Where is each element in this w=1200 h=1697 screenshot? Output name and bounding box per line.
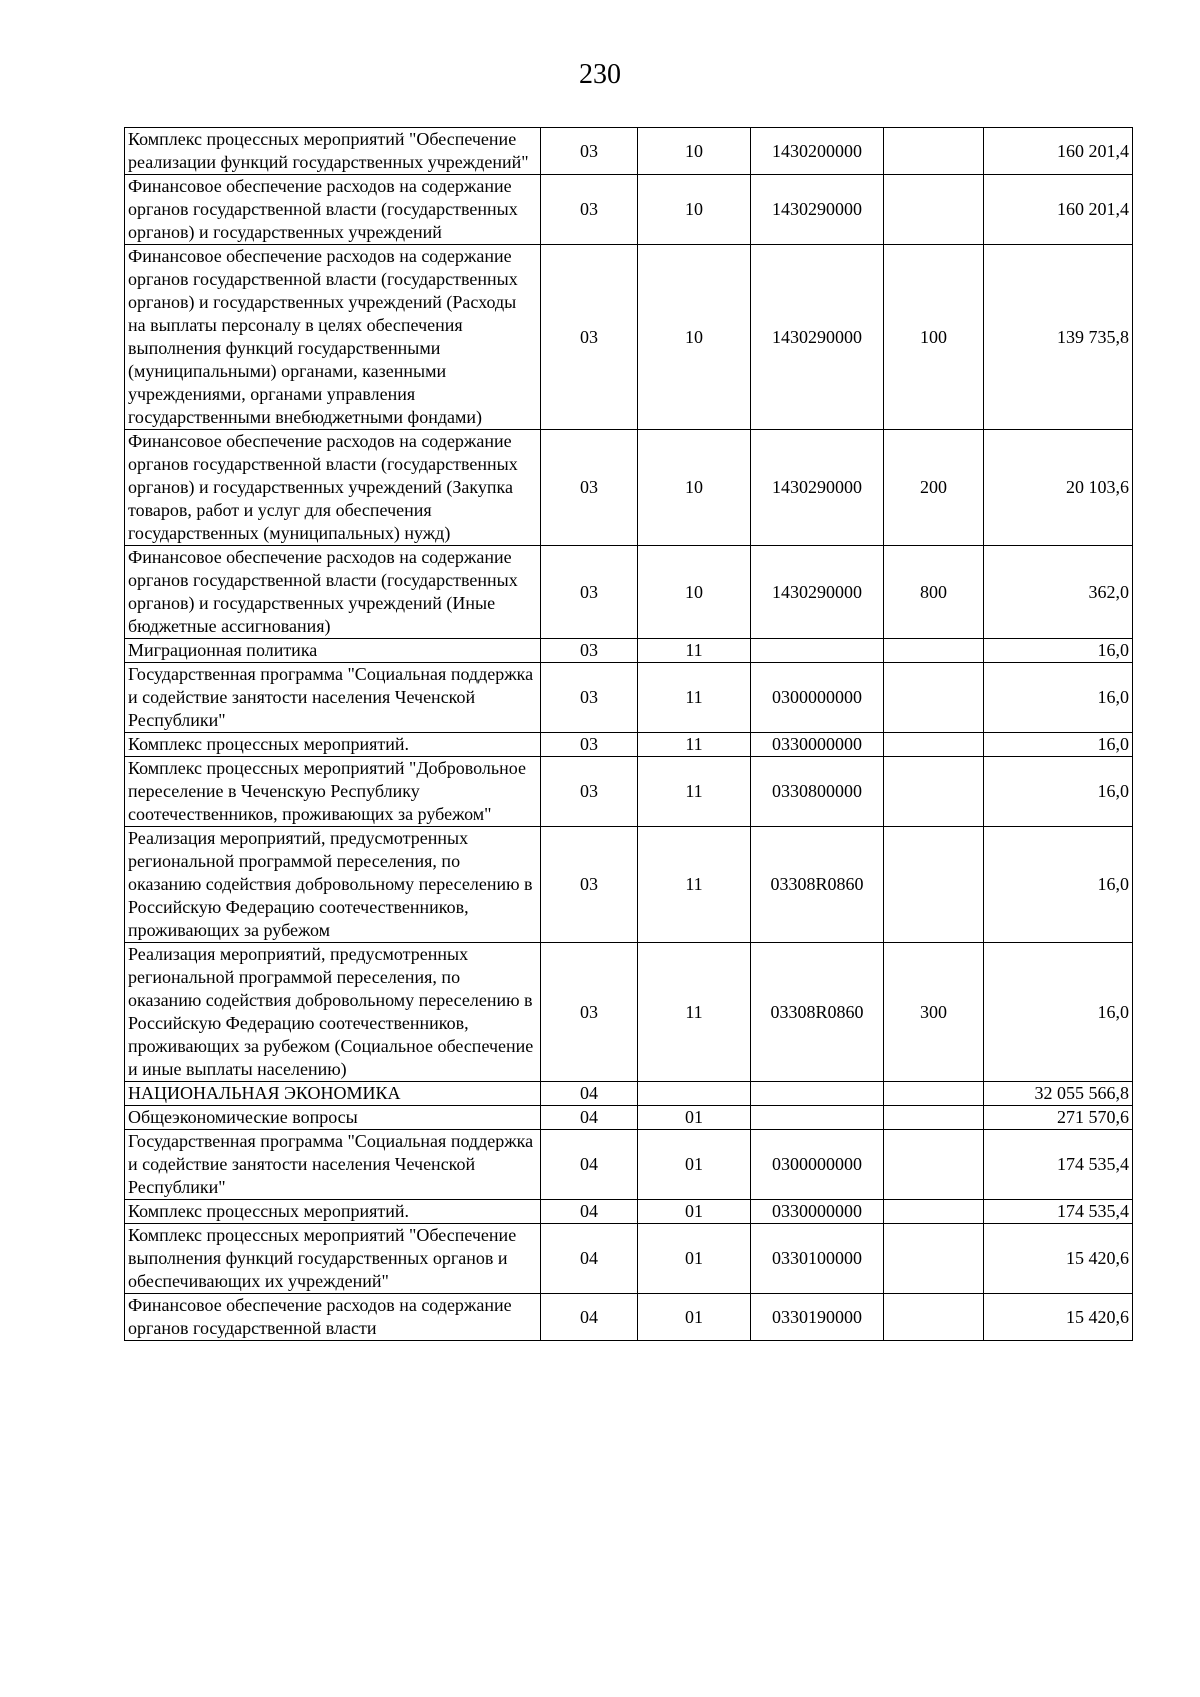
row-subsection: 10 xyxy=(638,546,751,639)
row-name: Финансовое обеспечение расходов на содержание органов государственной власти xyxy=(125,1294,541,1341)
row-subsection xyxy=(638,1082,751,1106)
row-name: Комплекс процессных мероприятий "Добровольное переселение в Чеченскую Республику соотечественников, проживающих за рубежом" xyxy=(125,757,541,827)
row-amount: 362,0 xyxy=(984,546,1133,639)
row-name: Общеэкономические вопросы xyxy=(125,1106,541,1130)
table-row xyxy=(125,1224,1133,1294)
row-subsection: 10 xyxy=(638,245,751,430)
row-subsection: 11 xyxy=(638,663,751,733)
row-section: 04 xyxy=(541,1294,638,1341)
row-name: Государственная программа "Социальная поддержка и содействие занятости населения Чеченской Республики" xyxy=(125,663,541,733)
row-subsection: 10 xyxy=(638,430,751,546)
row-section: 04 xyxy=(541,1130,638,1200)
row-expense-type xyxy=(884,1106,984,1130)
row-subsection: 11 xyxy=(638,943,751,1082)
row-target-article: 0300000000 xyxy=(751,663,884,733)
row-amount: 32 055 566,8 xyxy=(984,1082,1133,1106)
row-target-article xyxy=(751,1106,884,1130)
row-name: Комплекс процессных мероприятий "Обеспечение выполнения функций государственных органов и обеспечивающих их учреждений" xyxy=(125,1224,541,1294)
row-name: Финансовое обеспечение расходов на содержание органов государственной власти (государственных органов) и государственных учреждений (Закупка товаров, работ и услуг для обеспечения государственных (муниципальных) нужд) xyxy=(125,430,541,546)
row-subsection: 01 xyxy=(638,1294,751,1341)
row-subsection: 01 xyxy=(638,1200,751,1224)
row-section: 04 xyxy=(541,1200,638,1224)
table-row xyxy=(125,733,1133,757)
row-name: Финансовое обеспечение расходов на содержание органов государственной власти (государственных органов) и государственных учреждений (Иные бюджетные ассигнования) xyxy=(125,546,541,639)
table-row xyxy=(125,1294,1133,1341)
table-row xyxy=(125,546,1133,639)
row-amount: 16,0 xyxy=(984,663,1133,733)
row-section: 04 xyxy=(541,1082,638,1106)
row-target-article: 1430200000 xyxy=(751,128,884,175)
row-name: Реализация мероприятий, предусмотренных региональной программой переселения, по оказанию содействия добровольному переселению в Российскую Федерацию соотечественников, проживающих за рубежом xyxy=(125,827,541,943)
row-section: 03 xyxy=(541,546,638,639)
row-section: 04 xyxy=(541,1106,638,1130)
page-number: 230 xyxy=(579,59,621,90)
table-row xyxy=(125,639,1133,663)
table-row xyxy=(125,1130,1133,1200)
row-amount: 139 735,8 xyxy=(984,245,1133,430)
row-name: Комплекс процессных мероприятий "Обеспечение реализации функций государственных учреждений" xyxy=(125,128,541,175)
row-amount: 16,0 xyxy=(984,943,1133,1082)
row-section: 03 xyxy=(541,430,638,546)
row-target-article: 0330000000 xyxy=(751,733,884,757)
budget-table xyxy=(124,127,1133,1341)
row-expense-type xyxy=(884,1082,984,1106)
row-expense-type: 200 xyxy=(884,430,984,546)
row-section: 03 xyxy=(541,639,638,663)
row-amount: 16,0 xyxy=(984,733,1133,757)
row-subsection: 11 xyxy=(638,757,751,827)
row-section: 03 xyxy=(541,663,638,733)
table-row xyxy=(125,175,1133,245)
row-target-article: 0330190000 xyxy=(751,1294,884,1341)
row-section: 03 xyxy=(541,175,638,245)
row-name: Комплекс процессных мероприятий. xyxy=(125,733,541,757)
row-section: 03 xyxy=(541,827,638,943)
row-amount: 174 535,4 xyxy=(984,1200,1133,1224)
row-expense-type xyxy=(884,663,984,733)
row-section: 03 xyxy=(541,733,638,757)
table-row xyxy=(125,1200,1133,1224)
row-target-article: 03308R0860 xyxy=(751,827,884,943)
row-name: Комплекс процессных мероприятий. xyxy=(125,1200,541,1224)
row-amount: 15 420,6 xyxy=(984,1224,1133,1294)
row-amount: 16,0 xyxy=(984,639,1133,663)
table-row xyxy=(125,757,1133,827)
row-expense-type: 300 xyxy=(884,943,984,1082)
row-target-article: 1430290000 xyxy=(751,546,884,639)
row-expense-type xyxy=(884,1200,984,1224)
table-row xyxy=(125,430,1133,546)
row-subsection: 01 xyxy=(638,1130,751,1200)
row-section: 03 xyxy=(541,245,638,430)
row-name: НАЦИОНАЛЬНАЯ ЭКОНОМИКА xyxy=(125,1082,541,1106)
table-row xyxy=(125,128,1133,175)
row-subsection: 01 xyxy=(638,1224,751,1294)
row-target-article: 0330100000 xyxy=(751,1224,884,1294)
row-expense-type xyxy=(884,1294,984,1341)
row-section: 04 xyxy=(541,1224,638,1294)
row-name: Миграционная политика xyxy=(125,639,541,663)
row-name: Реализация мероприятий, предусмотренных региональной программой переселения, по оказанию содействия добровольному переселению в Российскую Федерацию соотечественников, проживающих за рубежом (Социальное обеспечение и иные выплаты населению) xyxy=(125,943,541,1082)
row-subsection: 10 xyxy=(638,175,751,245)
row-target-article xyxy=(751,639,884,663)
row-target-article: 1430290000 xyxy=(751,245,884,430)
row-expense-type xyxy=(884,1130,984,1200)
row-amount: 160 201,4 xyxy=(984,128,1133,175)
row-subsection: 01 xyxy=(638,1106,751,1130)
row-expense-type: 100 xyxy=(884,245,984,430)
row-expense-type xyxy=(884,128,984,175)
row-expense-type xyxy=(884,757,984,827)
row-target-article xyxy=(751,1082,884,1106)
row-amount: 271 570,6 xyxy=(984,1106,1133,1130)
row-target-article: 1430290000 xyxy=(751,430,884,546)
row-expense-type xyxy=(884,733,984,757)
table-row xyxy=(125,663,1133,733)
row-expense-type xyxy=(884,827,984,943)
row-name: Государственная программа "Социальная поддержка и содействие занятости населения Чеченской Республики" xyxy=(125,1130,541,1200)
row-subsection: 10 xyxy=(638,128,751,175)
row-subsection: 11 xyxy=(638,733,751,757)
row-target-article: 03308R0860 xyxy=(751,943,884,1082)
row-expense-type: 800 xyxy=(884,546,984,639)
row-target-article: 0330800000 xyxy=(751,757,884,827)
row-expense-type xyxy=(884,175,984,245)
row-expense-type xyxy=(884,1224,984,1294)
row-amount: 174 535,4 xyxy=(984,1130,1133,1200)
table-row xyxy=(125,1082,1133,1106)
row-amount: 16,0 xyxy=(984,827,1133,943)
row-subsection: 11 xyxy=(638,639,751,663)
row-target-article: 1430290000 xyxy=(751,175,884,245)
row-amount: 20 103,6 xyxy=(984,430,1133,546)
row-target-article: 0330000000 xyxy=(751,1200,884,1224)
row-amount: 16,0 xyxy=(984,757,1133,827)
row-subsection: 11 xyxy=(638,827,751,943)
table-row xyxy=(125,1106,1133,1130)
row-name: Финансовое обеспечение расходов на содержание органов государственной власти (государственных органов) и государственных учреждений xyxy=(125,175,541,245)
row-section: 03 xyxy=(541,757,638,827)
row-section: 03 xyxy=(541,128,638,175)
row-target-article: 0300000000 xyxy=(751,1130,884,1200)
row-section: 03 xyxy=(541,943,638,1082)
row-expense-type xyxy=(884,639,984,663)
table-row xyxy=(125,245,1133,430)
row-name: Финансовое обеспечение расходов на содержание органов государственной власти (государственных органов) и государственных учреждений (Расходы на выплаты персоналу в целях обеспечения выполнения функций государственными (муниципальными) органами, казенными учреждениями, органами управления государственными внебюджетными фондами) xyxy=(125,245,541,430)
row-amount: 160 201,4 xyxy=(984,175,1133,245)
table-row xyxy=(125,943,1133,1082)
row-amount: 15 420,6 xyxy=(984,1294,1133,1341)
table-row xyxy=(125,827,1133,943)
